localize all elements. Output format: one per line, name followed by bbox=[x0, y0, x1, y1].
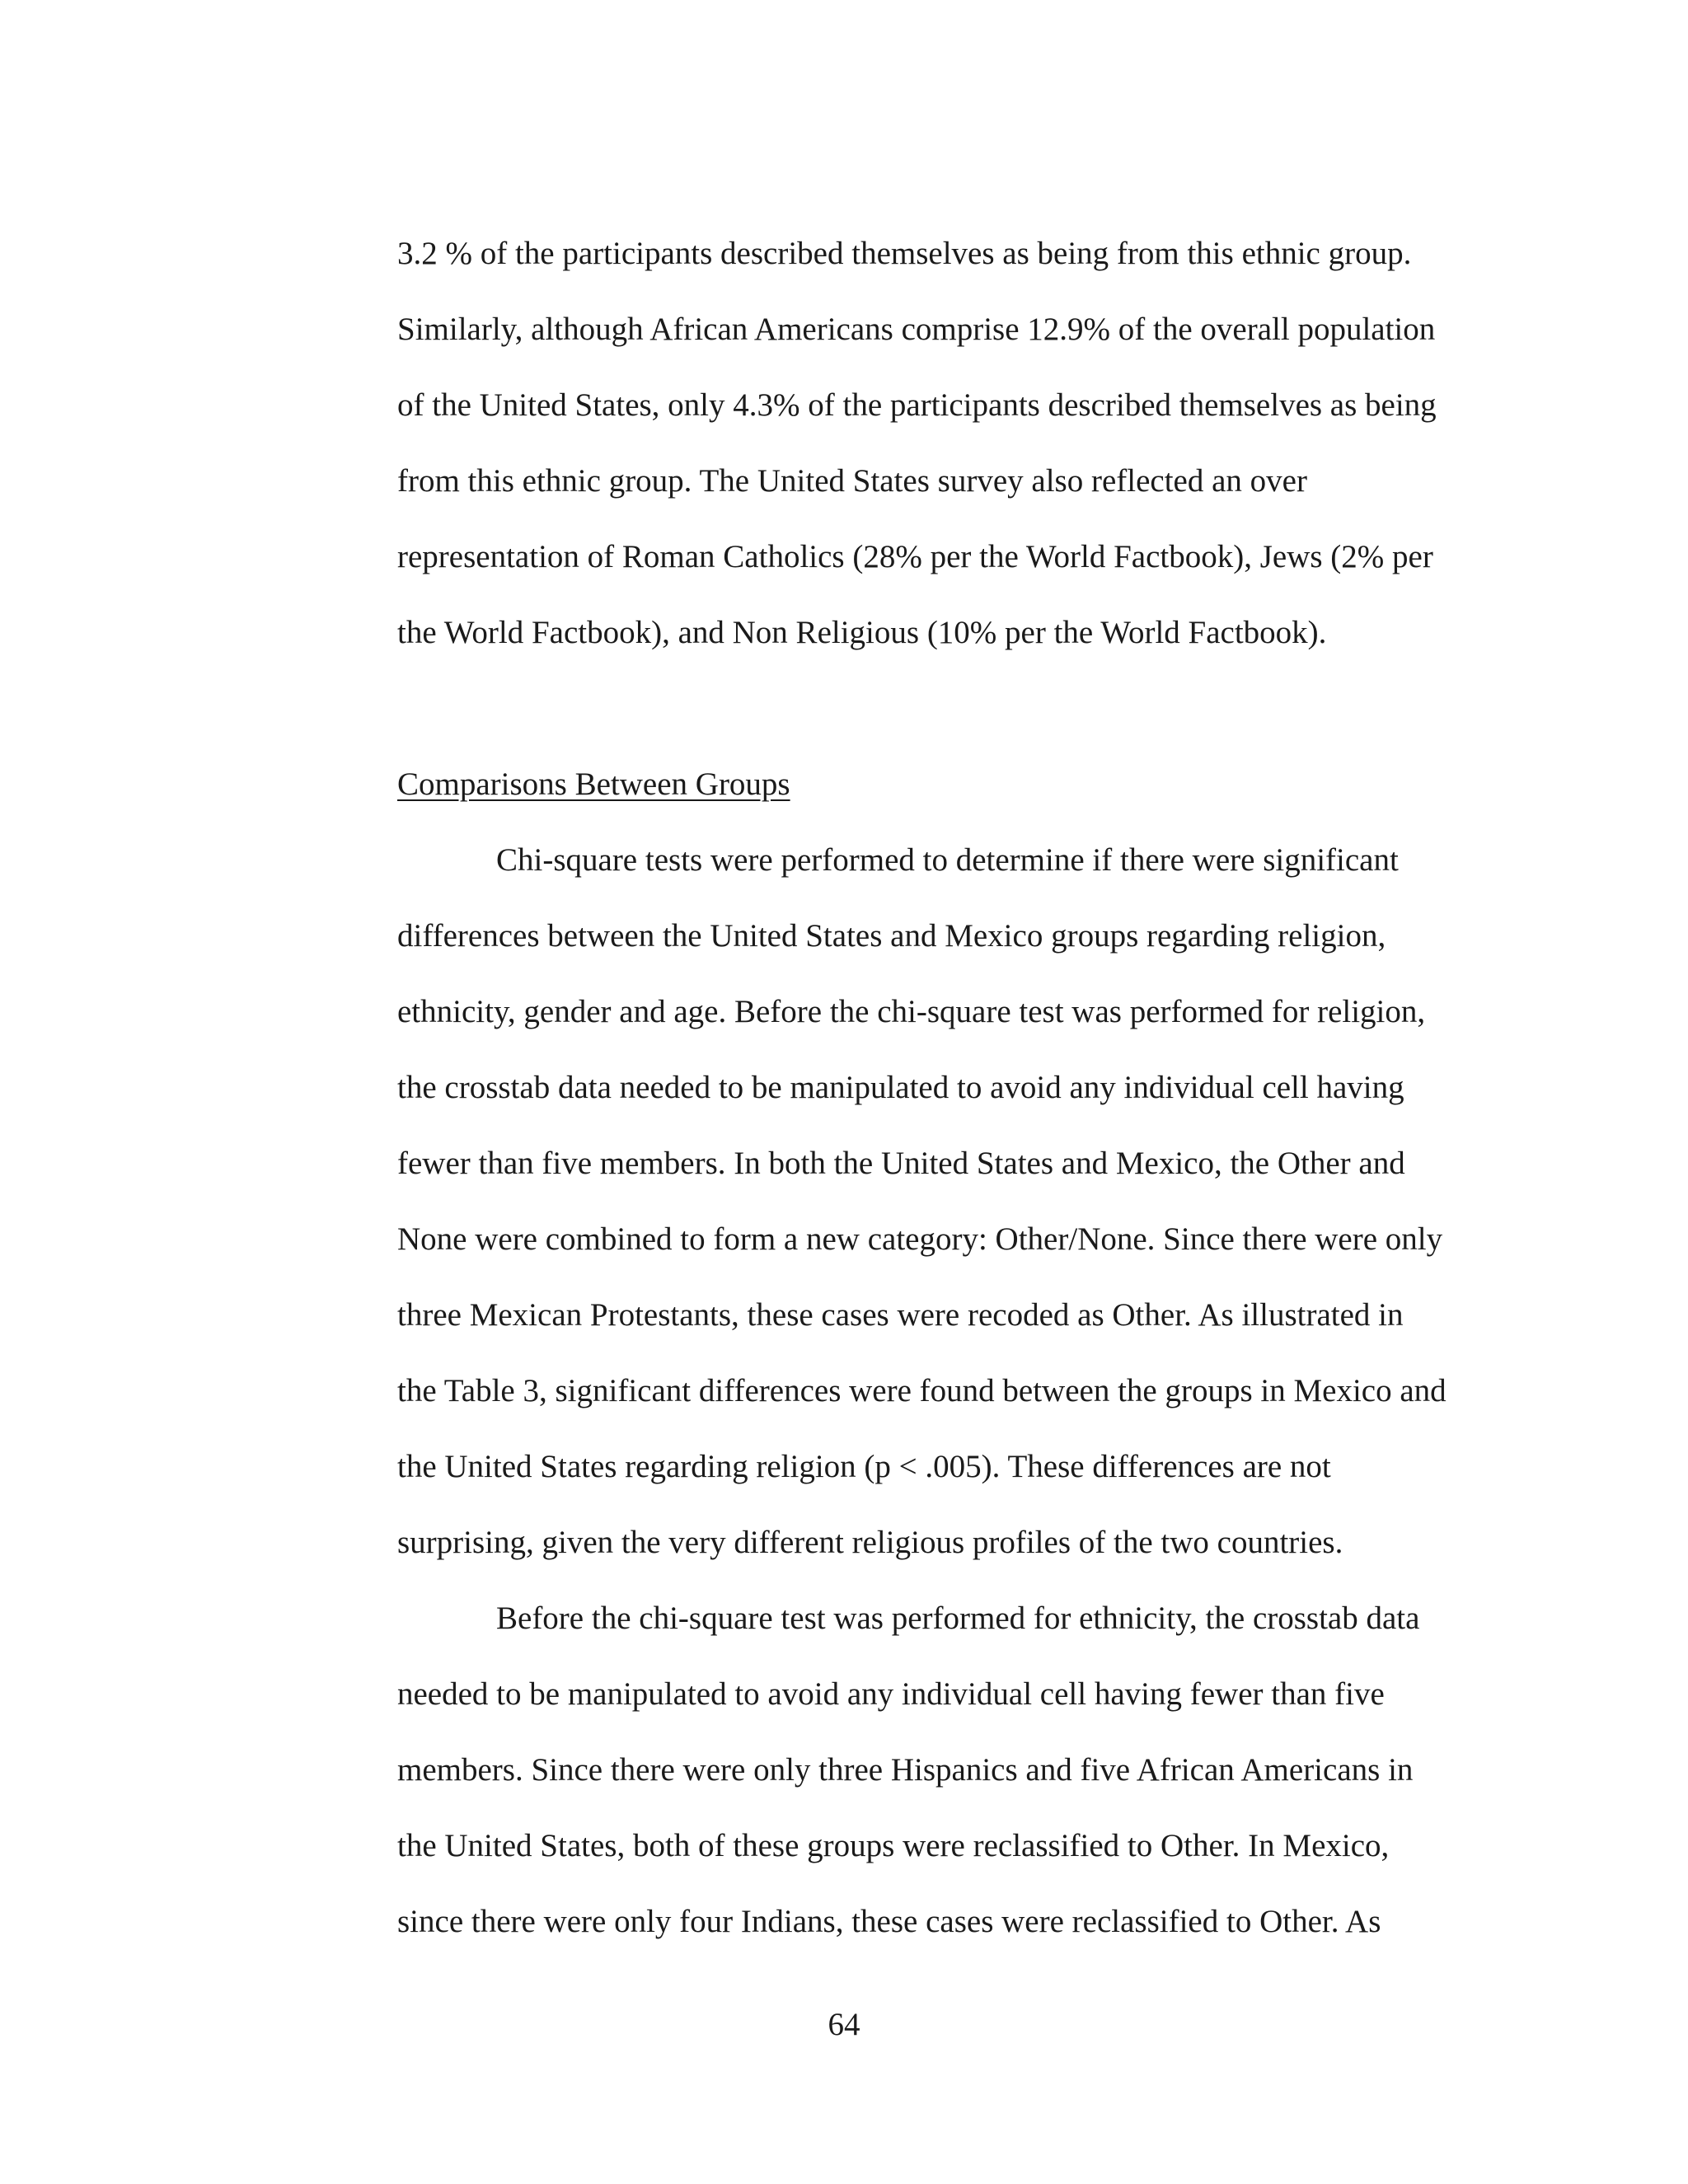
text-line: Before the chi-square test was performed for ethnicity, the crosstab data bbox=[496, 1601, 1420, 1636]
text-line: ethnicity, gender and age. Before the chi-square test was performed for religion, bbox=[397, 994, 1426, 1029]
text-line: differences between the United States and Mexico groups regarding religion, bbox=[397, 918, 1386, 954]
text-line: representation of Roman Catholics (28% per the World Factbook), Jews (2% per bbox=[397, 539, 1433, 574]
text-line: needed to be manipulated to avoid any individual cell having fewer than five bbox=[397, 1676, 1385, 1712]
text-line: the World Factbook), and Non Religious (10% per the World Factbook). bbox=[397, 615, 1327, 650]
paragraph-ethnicity bbox=[397, 1581, 1485, 1960]
text-line: None were combined to form a new category: Other/None. Since there were only bbox=[397, 1221, 1443, 1257]
text-line: 3.2 % of the participants described themselves as being from this ethnic group. bbox=[397, 236, 1412, 271]
paragraph-continuation bbox=[397, 216, 1485, 671]
paragraph-comparisons bbox=[397, 823, 1485, 1581]
text-line: the United States regarding religion (p < .005). These differences are not bbox=[397, 1449, 1331, 1484]
text-line: three Mexican Protestants, these cases were recoded as Other. As illustrated in bbox=[397, 1297, 1404, 1333]
body-text bbox=[397, 216, 1485, 1960]
text-line: members. Since there were only three Hispanics and five African Americans in bbox=[397, 1752, 1414, 1788]
text-line: since there were only four Indians, these cases were reclassified to Other. As bbox=[397, 1904, 1381, 1939]
text-line: the Table 3, significant differences were found between the groups in Mexico and bbox=[397, 1373, 1447, 1408]
text-line: of the United States, only 4.3% of the participants described themselves as being bbox=[397, 387, 1437, 423]
section-heading-text: Comparisons Between Groups bbox=[397, 766, 790, 802]
text-line: Chi-square tests were performed to determine if there were significant bbox=[496, 842, 1399, 878]
text-line: from this ethnic group. The United States survey also reflected an over bbox=[397, 463, 1307, 499]
text-line: fewer than five members. In both the United States and Mexico, the Other and bbox=[397, 1146, 1405, 1181]
text-line: surprising, given the very different religious profiles of the two countries. bbox=[397, 1525, 1343, 1560]
text-line: the crosstab data needed to be manipulated to avoid any individual cell having bbox=[397, 1070, 1404, 1105]
spacer bbox=[397, 671, 1485, 747]
text-line: the United States, both of these groups were reclassified to Other. In Mexico, bbox=[397, 1828, 1390, 1863]
section-heading bbox=[397, 747, 1485, 823]
page-number: 64 bbox=[828, 2007, 860, 2042]
text-line: Similarly, although African Americans comprise 12.9% of the overall population bbox=[397, 312, 1436, 347]
